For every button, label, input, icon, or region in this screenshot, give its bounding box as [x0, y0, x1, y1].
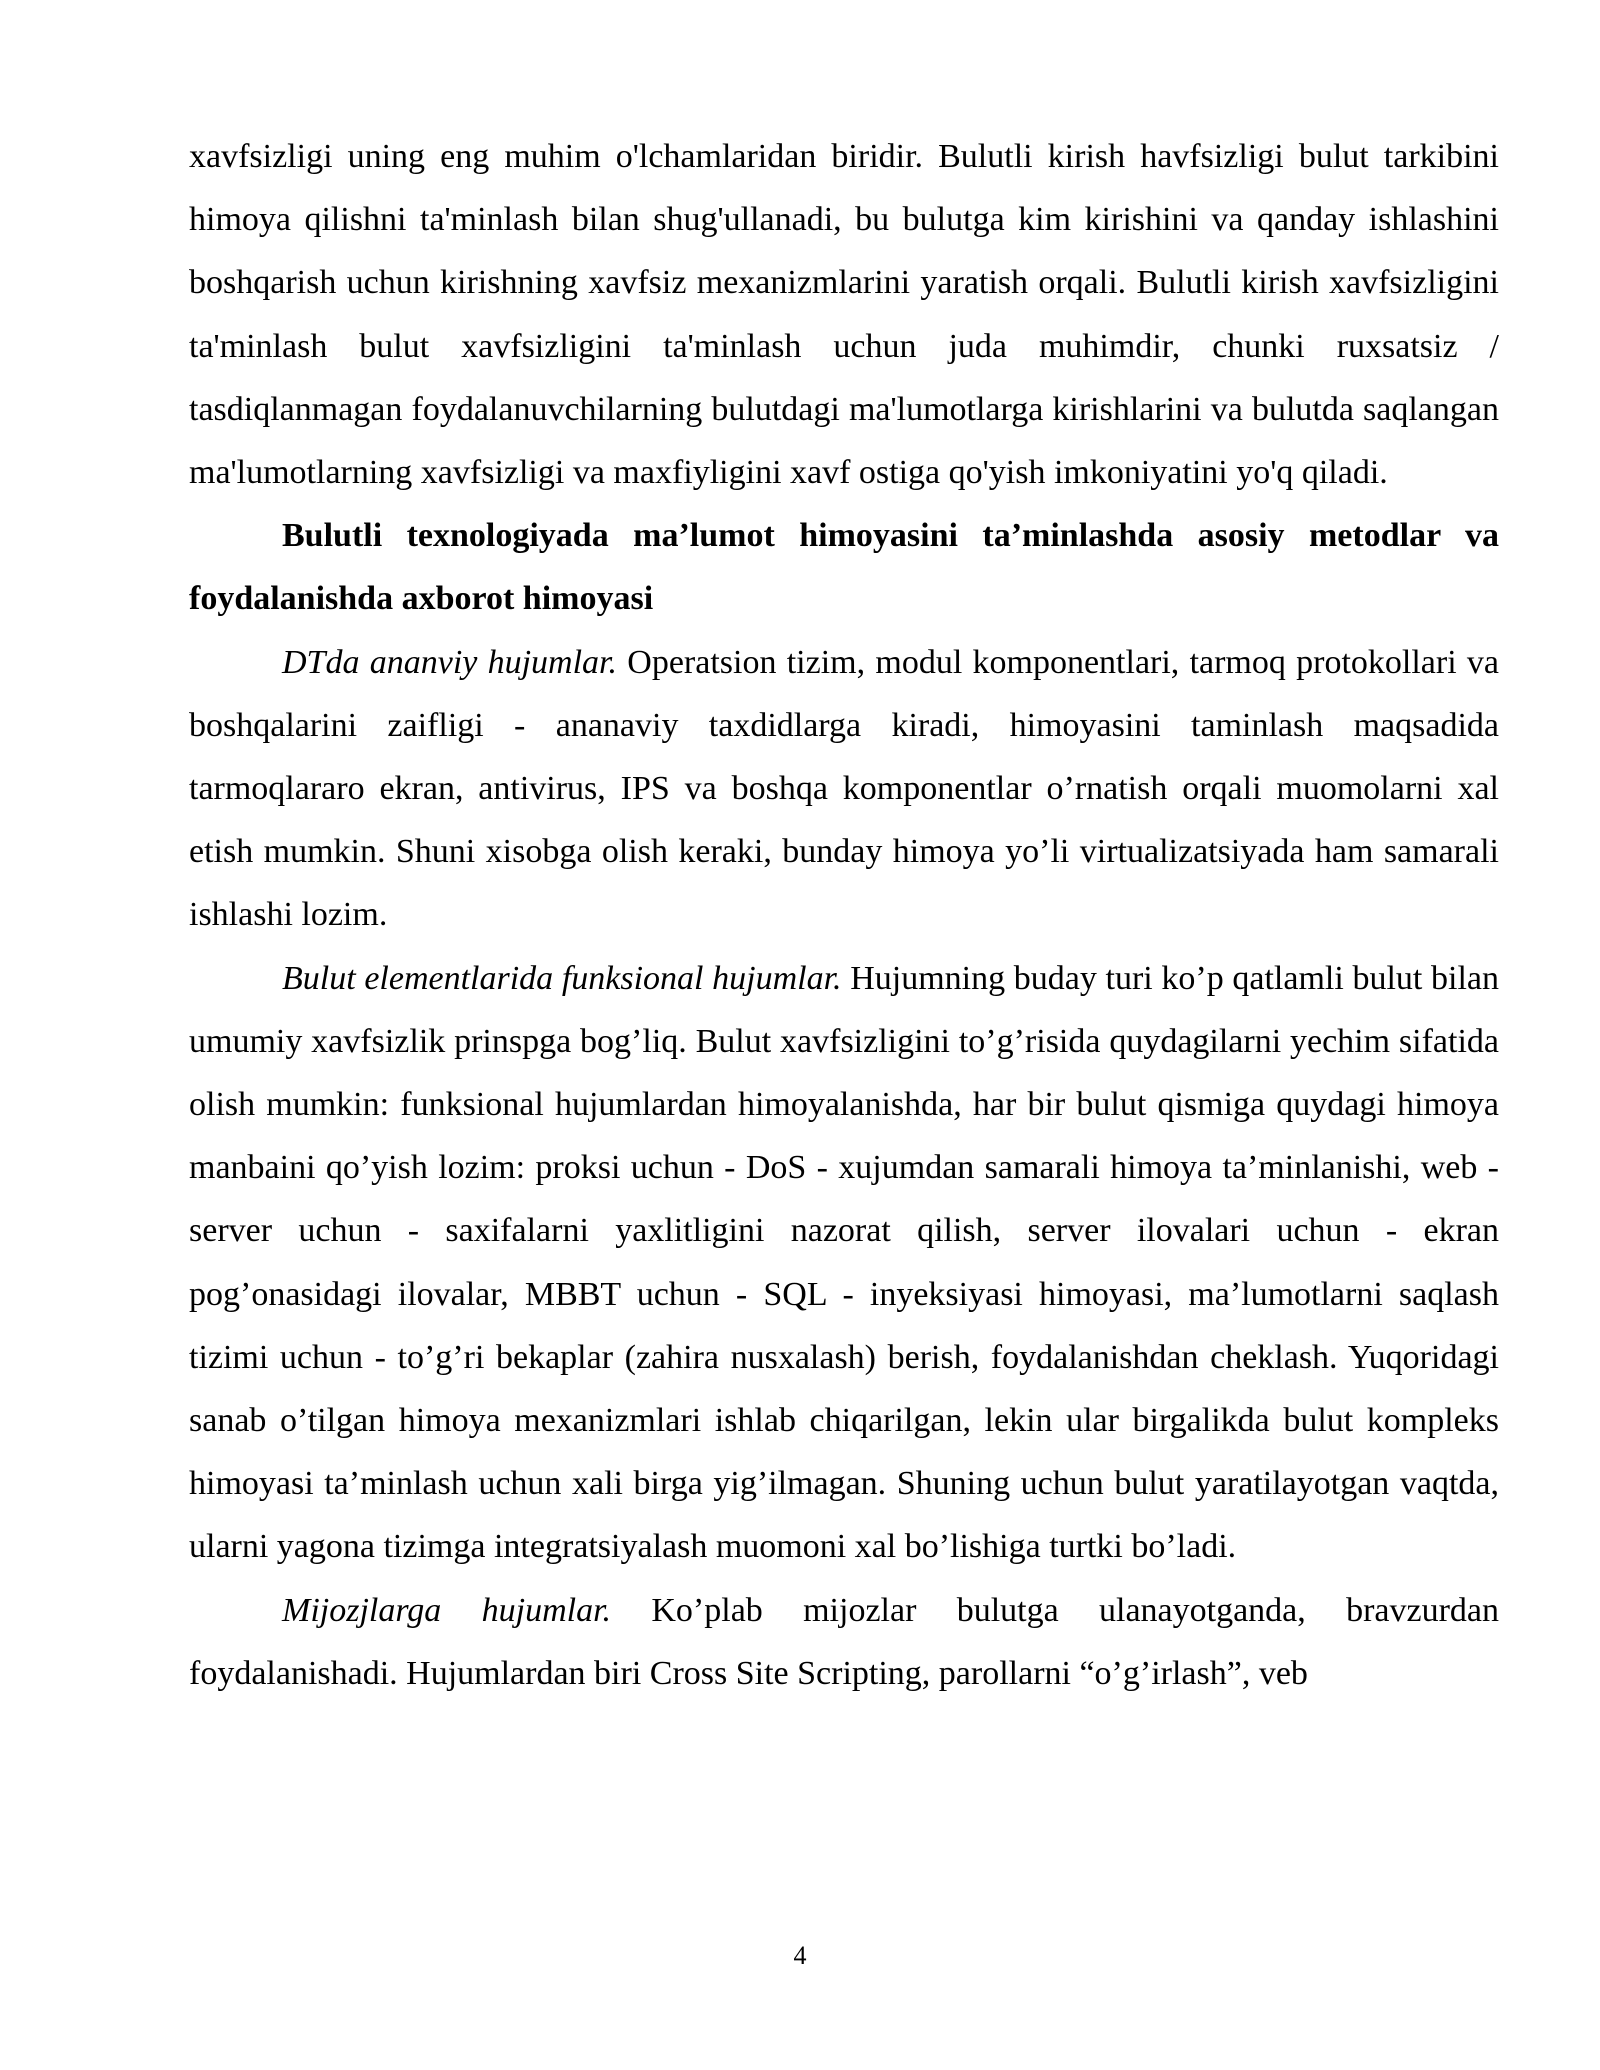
section-heading	[189, 504, 1499, 630]
paragraph-text: Hujumning buday turi ko’p qatlamli bulut bilan umumiy xavfsizlik prinspga bog’liq. Bulut xavfsizligini to’g’risida quydagilarni yechim sifatida olish mumkin: funksional hujumlardan himoyalanishda, har bir bulut qismiga quydagi himoya manbaini qo’yish lozim: proksi uchun - DoS - xujumdan samarali himoya ta’minlanishi, web - server uchun - saxifalarni yaxlitligini nazorat qilish, server ilovalari uchun - ekran pog’onasidagi ilovalar, MBBT uchun - SQL - inyeksiyasi himoyasi, ma’lumotlarni saqlash tizimi uchun - to’g’ri bekaplar (zahira nusxalash) berish, foydalanishdan cheklash. Yuqoridagi sanab o’tilgan himoya mexanizmlari ishlab chiqarilgan, lekin ular birgalikda bulut kompleks himoyasi ta’minlash uchun xali birga yig’ilmagan. Shuning uchun bulut yaratilayotgan vaqtda, ularni yagona tizimga integratsiyalash muomoni xal bo’lishiga turtki bo’ladi.	[189, 959, 1499, 1566]
heading-text: Bulutli texnologiyada ma’lumot himoyasini ta’minlashda asosiy metodlar va foydalanishda axborot himoyasi	[189, 517, 1499, 618]
paragraph-lead: DTda ananviy hujumlar.	[282, 643, 618, 681]
paragraph-traditional-attacks	[189, 631, 1499, 947]
page-number: 4	[793, 1941, 807, 1970]
paragraph-lead: Mijozjlarga hujumlar.	[282, 1591, 612, 1629]
paragraph-client-attacks	[189, 1579, 1499, 1705]
paragraph-text: Ko’plab mijozlar bulutga ulanayotganda, bravzurdan foydalanishadi. Hujumlardan biri Cross Site Scripting, parollarni “o’g’irlash”, veb	[189, 1591, 1500, 1692]
document-page	[189, 125, 1499, 1705]
paragraph-lead: Bulut elementlarida funksional hujumlar.	[282, 959, 842, 997]
paragraph-text: xavfsizligi uning eng muhim o'lchamlaridan biridir. Bulutli kirish havfsizligi bulut tarkibini himoya qilishni ta'minlash bilan shug'ullanadi, bu bulutga kim kirishini va qanday ishlashini boshqarish uchun kirishning xavfsiz mexanizmlarini yaratish orqali. Bulutli kirish xavfsizligini ta'minlash bulut xavfsizligini ta'minlash uchun juda muhimdir, chunki ruxsatsiz / tasdiqlanmagan foydalanuvchilarning bulutdagi ma'lumotlarga kirishlarini va bulutda saqlangan ma'lumotlarning xavfsizligi va maxfiyligini xavf ostiga qo'yish imkoniyatini yo'q qiladi.	[189, 138, 1499, 492]
paragraph-text: Operatsion tizim, modul komponentlari, tarmoq protokollari va boshqalarini zaifligi - ananaviy taxdidlarga kiradi, himoyasini taminlash maqsadida tarmoqlararo ekran, antivirus, IPS va boshqa komponentlar o’rnatish orqali muomolarni xal etish mumkin. Shuni xisobga olish keraki, bunday himoya yo’li virtualizatsiyada ham samarali ishlashi lozim.	[189, 643, 1500, 934]
paragraph-functional-attacks	[189, 947, 1499, 1579]
paragraph-intro	[189, 125, 1499, 504]
